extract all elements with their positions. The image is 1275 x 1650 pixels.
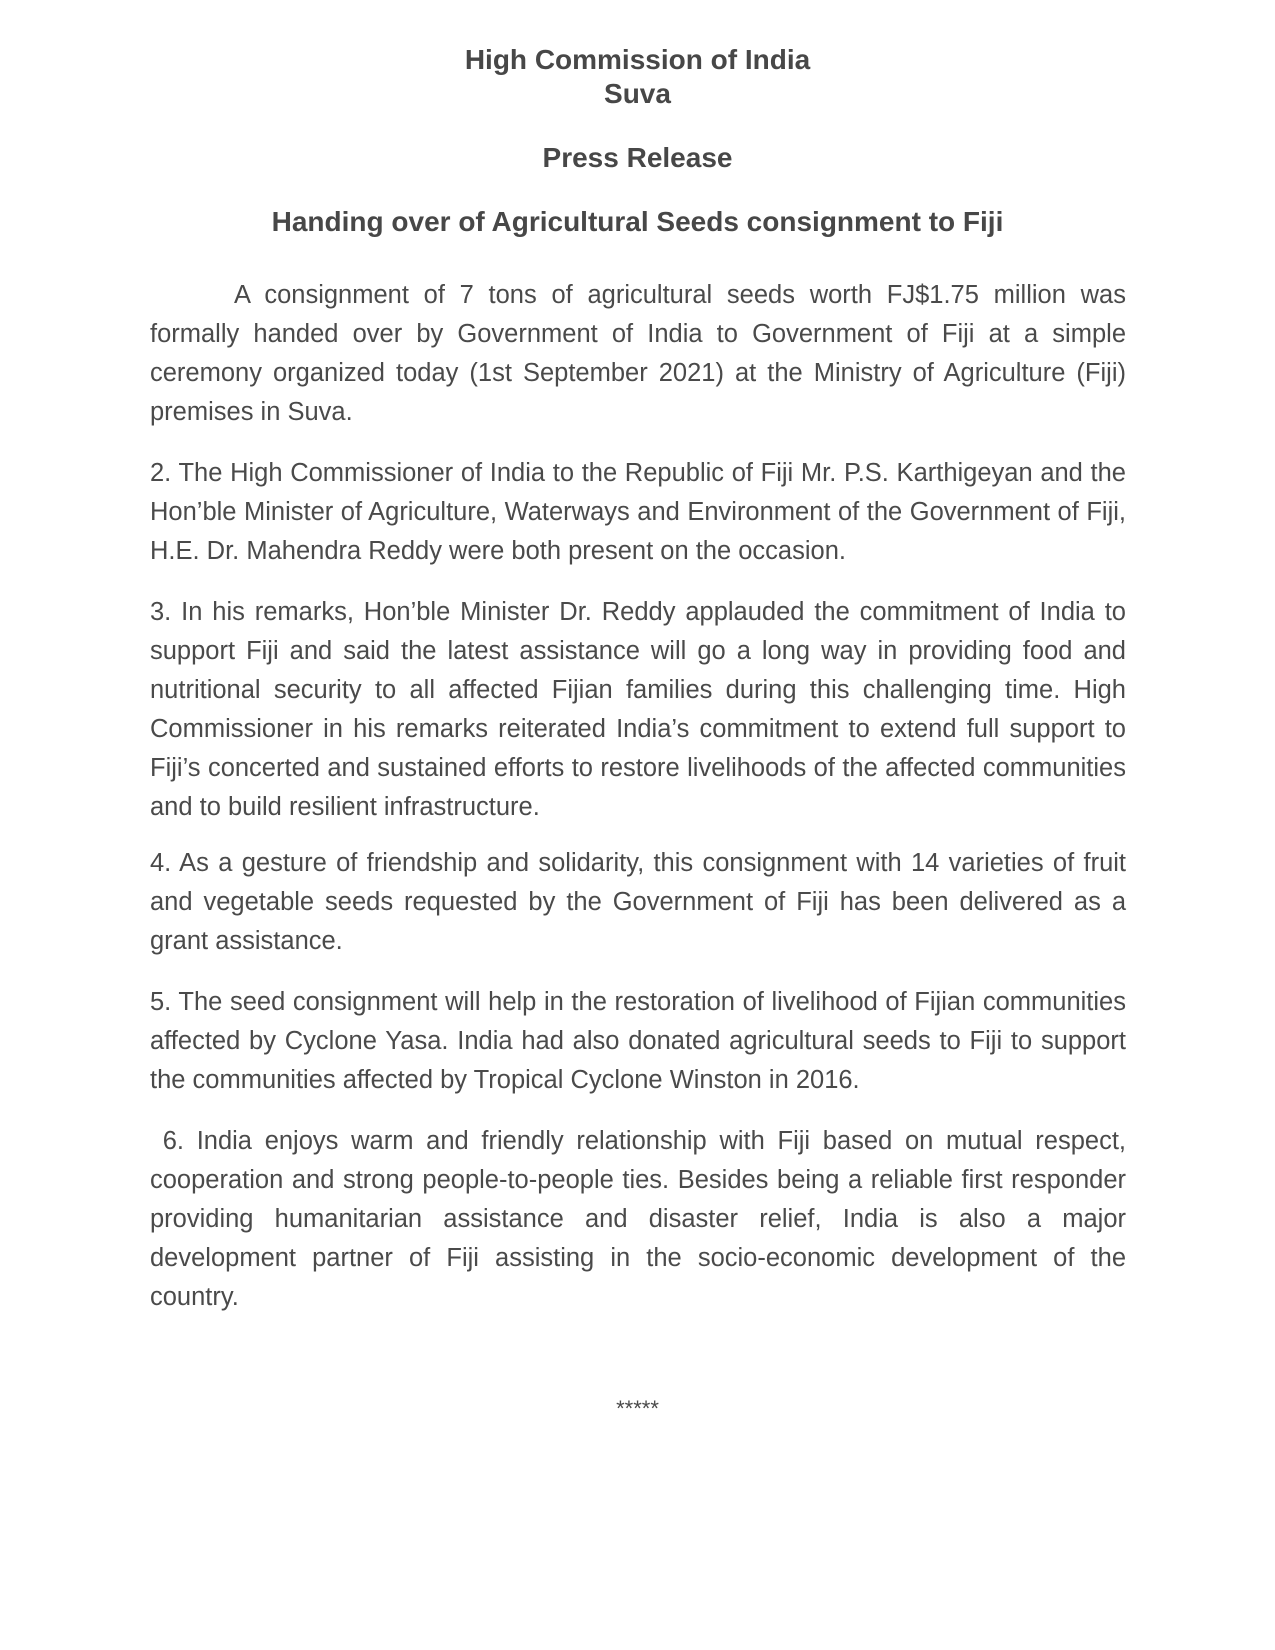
paragraph-4: 4. As a gesture of friendship and solidarity, this consignment with 14 varieties of fruit and vegetable seeds requested by the Government of Fiji has been delivered as a grant assistance. bbox=[150, 849, 1126, 955]
document-title: Handing over of Agricultural Seeds consignment to Fiji bbox=[271, 206, 1004, 237]
end-mark: ***** bbox=[616, 1396, 659, 1421]
paragraph-1: A consignment of 7 tons of agricultural seeds worth FJ$1.75 million was formally handed over by Government of India to Government of Fiji at a simple ceremony organized today (1st September 2021) at the Ministry of Agriculture (Fiji) premises in Suva. bbox=[150, 281, 1126, 426]
document-type: Press Release bbox=[542, 142, 733, 173]
paragraph-5: 5. The seed consignment will help in the restoration of livelihood of Fijian communities affected by Cyclone Yasa. India had also donated agricultural seeds to Fiji to support the communities affected by Tropical Cyclone Winston in 2016. bbox=[150, 988, 1126, 1094]
org-name: High Commission of India bbox=[464, 44, 811, 75]
paragraph-6: 6. India enjoys warm and friendly relationship with Fiji based on mutual respect, cooperation and strong people-to-people ties. Besides being a reliable first responder providing humanitarian assistance and disaster relief, India is also a major development partner of Fiji assisting in the socio-economic development of the country. bbox=[150, 1127, 1134, 1311]
paragraph-3: 3. In his remarks, Hon’ble Minister Dr. Reddy applauded the commitment of India to support Fiji and said the latest assistance will go a long way in providing food and nutritional security to all affected Fijian families during this challenging time. High Commissioner in his remarks reiterated India’s commitment to extend full support to Fiji’s concerted and sustained efforts to restore livelihoods of the affected communities and to build resilient infrastructure. bbox=[150, 598, 1126, 821]
paragraph-2: 2. The High Commissioner of India to the Republic of Fiji Mr. P.S. Karthigeyan and the Hon’ble Minister of Agriculture, Waterways and Environment of the Government of Fiji, H.E. Dr. Mahendra Reddy were both present on the occasion. bbox=[150, 459, 1126, 565]
org-location: Suva bbox=[604, 78, 671, 109]
